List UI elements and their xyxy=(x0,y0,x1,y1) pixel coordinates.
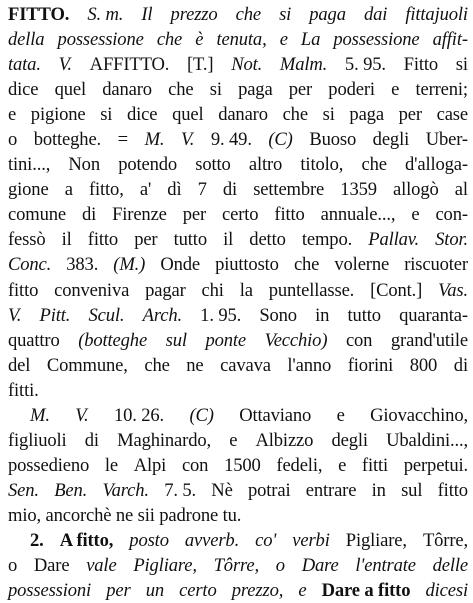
word: Sono xyxy=(259,304,297,326)
word: Fitto xyxy=(403,54,439,76)
word: [T.] xyxy=(187,54,214,76)
word: (botteghe xyxy=(78,329,148,351)
word: Scul. xyxy=(88,304,125,326)
word: tini..., xyxy=(8,154,51,176)
word: fiorini xyxy=(347,354,394,376)
word: che xyxy=(361,154,387,176)
word: dice xyxy=(8,79,39,101)
word: si xyxy=(322,104,335,126)
word: 1. 95. xyxy=(200,304,242,326)
text-line xyxy=(8,303,468,328)
word: fitto xyxy=(87,229,119,251)
word: Pigliare, xyxy=(345,529,407,551)
word: che xyxy=(282,104,308,126)
word: a' xyxy=(139,179,152,201)
word: Malm. xyxy=(279,54,328,76)
word: degli xyxy=(372,129,410,151)
word: gione xyxy=(8,179,49,201)
word: ne xyxy=(186,354,204,376)
word: Not. xyxy=(231,54,263,76)
word: Conc. xyxy=(8,254,52,276)
word: A fitto, xyxy=(59,529,114,551)
text-line xyxy=(8,428,468,453)
word: della xyxy=(8,29,45,51)
word: Varch. xyxy=(102,479,149,501)
word: potrai xyxy=(247,479,291,501)
word: cavava xyxy=(220,354,271,376)
word: vale xyxy=(86,555,117,577)
text-line xyxy=(8,102,468,127)
word: comune xyxy=(8,204,66,226)
word: in xyxy=(371,479,386,501)
word: con xyxy=(181,454,209,476)
word: e xyxy=(298,580,307,602)
word: degli xyxy=(331,429,368,451)
word: Alpi xyxy=(133,454,167,476)
word: V. xyxy=(180,129,195,151)
word: Dare xyxy=(301,555,339,577)
word: case xyxy=(436,104,468,126)
word: danaro xyxy=(218,104,268,126)
word: piuttosto xyxy=(215,254,279,276)
word: conveniva xyxy=(54,279,130,301)
word: V. xyxy=(75,404,89,426)
word: detto xyxy=(249,229,286,251)
word: Dare a fitto xyxy=(321,580,411,602)
text-line xyxy=(8,227,468,252)
word: tenuta, xyxy=(216,29,267,51)
word: V. xyxy=(58,54,72,76)
word: il xyxy=(61,229,72,251)
word: in xyxy=(315,304,330,326)
word: Il xyxy=(141,4,153,25)
word: prezzo xyxy=(170,4,218,25)
word: posto xyxy=(129,529,169,551)
word: fitto xyxy=(437,479,468,501)
word: un xyxy=(145,580,164,602)
word: Pitt. xyxy=(39,304,71,326)
word: Dare xyxy=(33,555,70,577)
word: allogò xyxy=(393,179,439,201)
word: dì xyxy=(167,179,182,201)
word: paga xyxy=(349,104,384,126)
word: 5. 95. xyxy=(344,54,386,76)
word: Onde xyxy=(160,254,200,276)
word: per xyxy=(106,580,131,602)
word: o xyxy=(8,555,18,577)
text-line xyxy=(8,77,468,102)
word: mio, xyxy=(8,504,41,526)
word: Commune, xyxy=(46,354,128,376)
word: con xyxy=(345,329,373,351)
word: = xyxy=(117,129,128,151)
word: annuale..., xyxy=(320,204,396,226)
word: è xyxy=(195,29,204,51)
word: padrone xyxy=(159,504,219,526)
word: Pallav. xyxy=(368,229,420,251)
text-line xyxy=(8,278,468,303)
word: ponte xyxy=(205,329,246,351)
word: sul xyxy=(401,479,423,501)
word: tutto xyxy=(347,304,381,326)
word: Uber- xyxy=(425,129,468,151)
word: 7. 5. xyxy=(164,479,196,501)
word: [Cont.] xyxy=(370,279,423,301)
word: che xyxy=(293,254,320,276)
headword: FITTO. xyxy=(8,4,70,25)
word: titolo, xyxy=(300,154,344,176)
word: Arch. xyxy=(142,304,182,326)
word: quattro xyxy=(8,329,60,351)
word: verbi xyxy=(292,529,330,551)
text-line xyxy=(8,252,468,277)
word: l'anno xyxy=(287,354,332,376)
word: Nè xyxy=(211,479,233,501)
word: terreni; xyxy=(415,79,468,101)
text-line xyxy=(8,2,468,27)
text-line xyxy=(8,528,468,553)
word: d'alloga- xyxy=(405,154,468,176)
word: avverb. xyxy=(184,529,240,551)
word: si xyxy=(455,54,468,76)
text-line xyxy=(8,152,468,177)
word: Ottaviano xyxy=(239,404,312,426)
word: sotto xyxy=(195,154,231,176)
word: paga xyxy=(238,79,273,101)
text-line xyxy=(8,503,468,528)
word: Maghinardo, xyxy=(117,429,211,451)
word: ne xyxy=(115,504,134,526)
word: (M.) xyxy=(113,254,146,276)
word: Tôrre, xyxy=(422,529,468,551)
word: fessò xyxy=(8,229,46,251)
word: e xyxy=(391,79,400,101)
word: e xyxy=(229,429,238,451)
text-line xyxy=(8,378,468,403)
word: il xyxy=(223,229,234,251)
word: pigione xyxy=(30,104,86,126)
word: poderi xyxy=(328,79,375,101)
word: Sen. xyxy=(8,479,39,501)
text-line xyxy=(8,27,468,52)
word: Ben. xyxy=(54,479,88,501)
word: a xyxy=(64,179,73,201)
word: Albizzo xyxy=(255,429,314,451)
word: Firenze xyxy=(112,204,167,226)
word: volerne xyxy=(334,254,390,276)
word: Non xyxy=(68,154,100,176)
word: co' xyxy=(255,529,277,551)
word: Pigliare, xyxy=(133,555,197,577)
word: e xyxy=(8,104,17,126)
word: quel xyxy=(54,79,87,101)
text-line xyxy=(8,578,468,603)
word: sul xyxy=(165,329,187,351)
text-line xyxy=(8,478,468,503)
word: (C) xyxy=(189,404,214,426)
word: si xyxy=(209,79,222,101)
text-line xyxy=(8,202,468,227)
word: per xyxy=(182,204,207,226)
word: fitti xyxy=(361,454,389,476)
word: fitto, xyxy=(88,179,124,201)
word: fitto xyxy=(8,279,39,301)
word: danaro xyxy=(102,79,152,101)
word: la xyxy=(239,279,253,301)
word: 383. xyxy=(66,254,99,276)
word: possessione xyxy=(333,29,420,51)
word: altro xyxy=(248,154,283,176)
text-line xyxy=(8,127,468,152)
word: entrare xyxy=(305,479,357,501)
word: Tôrre, xyxy=(213,555,260,577)
word: quaranta- xyxy=(399,304,468,326)
word: 1500 xyxy=(224,454,261,476)
word: 800 xyxy=(409,354,438,376)
word: 9. 49. xyxy=(210,129,252,151)
word: dai xyxy=(363,4,388,25)
word: che xyxy=(235,4,261,25)
word: tata. xyxy=(8,54,41,76)
word: di xyxy=(81,204,97,226)
word: V. xyxy=(8,304,22,326)
word: e xyxy=(411,204,420,226)
word: potendo xyxy=(118,154,178,176)
word: di xyxy=(453,354,468,376)
word: possessioni xyxy=(8,580,92,602)
word: per xyxy=(288,79,313,101)
text-line xyxy=(8,353,468,378)
word: che xyxy=(168,79,194,101)
word: l'entrate xyxy=(355,555,416,577)
word: possessione xyxy=(57,29,144,51)
word: fitti. xyxy=(8,379,39,401)
text-line xyxy=(8,553,468,578)
word: e xyxy=(336,404,345,426)
word: dicesi xyxy=(425,580,468,602)
word: fitto xyxy=(274,204,305,226)
word: tu. xyxy=(222,504,242,526)
word: o xyxy=(275,555,285,577)
word: fittajuoli xyxy=(405,4,468,25)
word: M. xyxy=(30,404,50,426)
word: per xyxy=(134,229,158,251)
word: del xyxy=(8,354,31,376)
word: fedeli, xyxy=(276,454,323,476)
word: dice xyxy=(127,104,158,126)
text-line xyxy=(8,177,468,202)
word: 7 xyxy=(197,179,207,201)
word: che xyxy=(156,29,183,51)
word: o xyxy=(8,129,18,151)
word: Buoso xyxy=(309,129,357,151)
word: le xyxy=(104,454,118,476)
word: S. m. xyxy=(87,4,124,25)
word: e xyxy=(279,29,288,51)
word: 1359 xyxy=(340,179,377,201)
word: settembre xyxy=(253,179,325,201)
word: M. xyxy=(144,129,165,151)
text-line xyxy=(8,403,468,428)
word: ancorchè xyxy=(45,504,112,526)
word: AFFITTO. xyxy=(89,54,170,76)
word: Vecchio) xyxy=(264,329,328,351)
word: Vas. xyxy=(438,279,468,301)
word: (C) xyxy=(268,129,293,151)
word: paga xyxy=(309,4,346,25)
word: con- xyxy=(435,204,468,226)
word: puntellasse. xyxy=(268,279,355,301)
word: grand'utile xyxy=(390,329,468,351)
word: pagar xyxy=(145,279,186,301)
word: perpetui. xyxy=(403,454,468,476)
word: tutto xyxy=(173,229,207,251)
word: e xyxy=(338,454,347,476)
text-line xyxy=(8,328,468,353)
word: si xyxy=(279,4,292,25)
word: Giovacchino, xyxy=(370,404,468,426)
word: Ubaldini..., xyxy=(386,429,468,451)
word: Stor. xyxy=(435,229,468,251)
word: delle xyxy=(432,555,468,577)
word: prezzo, xyxy=(231,580,284,602)
word: certo xyxy=(179,580,217,602)
word: di xyxy=(222,179,238,201)
word: quel xyxy=(172,104,204,126)
word: La xyxy=(300,29,321,51)
word: botteghe. xyxy=(33,129,102,151)
word: riscuoter xyxy=(404,254,468,276)
word: 2. xyxy=(30,529,44,551)
word: 10. 26. xyxy=(113,404,165,426)
word: di xyxy=(84,429,99,451)
word: certo xyxy=(222,204,259,226)
word: per xyxy=(398,104,422,126)
text-line xyxy=(8,52,468,77)
word: figliuoli xyxy=(8,429,67,451)
text-line xyxy=(8,453,468,478)
word: tempo. xyxy=(301,229,353,251)
word: affit- xyxy=(432,29,468,51)
dictionary-entry-fitto xyxy=(8,2,468,603)
word: possedieno xyxy=(8,454,90,476)
word: chi xyxy=(201,279,224,301)
word: che xyxy=(144,354,170,376)
word: al xyxy=(454,179,468,201)
word: sii xyxy=(137,504,155,526)
word: si xyxy=(100,104,113,126)
